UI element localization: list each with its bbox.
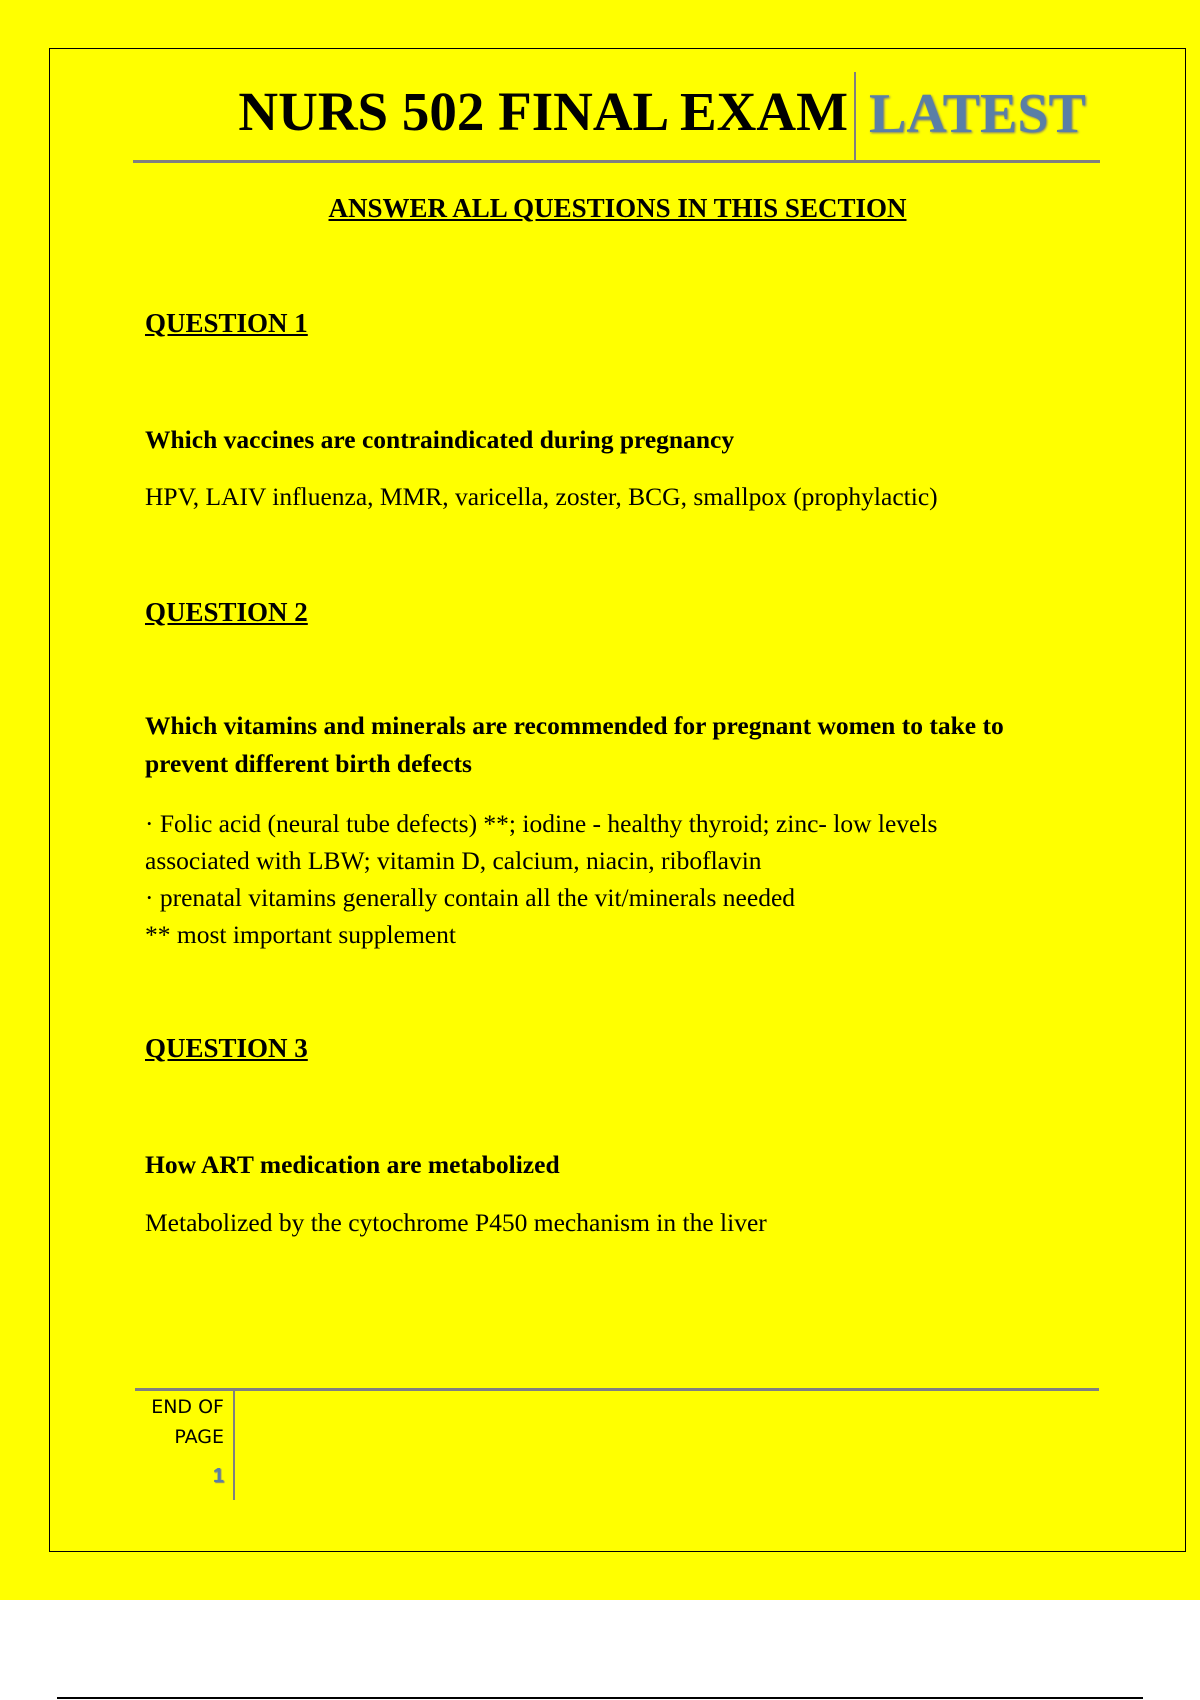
page-number: 1 <box>212 1465 224 1487</box>
answer-line: Metabolized by the cytochrome P450 mechanism in the liver <box>145 1208 767 1237</box>
footer-end-of: END OF <box>151 1396 224 1418</box>
question-text: Which vaccines are contraindicated during pregnancy <box>145 425 735 454</box>
answer-line: · prenatal vitamins generally contain all the vit/minerals needed <box>145 883 796 912</box>
footer-divider <box>233 1390 235 1500</box>
answer-text <box>145 805 1085 953</box>
question-text: How ART medication are metabolized <box>145 1150 560 1179</box>
question-label: QUESTION 2 <box>145 597 308 627</box>
answer-line: ** most important supplement <box>145 920 456 949</box>
answer-line: · Folic acid (neural tube defects) **; iodine - healthy thyroid; zinc- low levels <box>145 809 938 838</box>
page-border <box>49 48 1186 1552</box>
footer-rule <box>135 1388 1099 1391</box>
answer-text <box>145 478 1085 515</box>
document-title: NURS 502 FINAL EXAM <box>238 81 848 142</box>
title-divider <box>854 72 856 160</box>
footer-page: PAGE <box>174 1426 224 1448</box>
question-label: QUESTION 3 <box>145 1033 308 1063</box>
question-label: QUESTION 1 <box>145 308 308 338</box>
question-text: Which vitamins and minerals are recommended for pregnant women to take to prevent different birth defects <box>145 711 1004 778</box>
latest-badge: LATEST <box>869 83 1086 145</box>
title-block <box>133 70 1100 163</box>
answer-line: associated with LBW; vitamin D, calcium, niacin, riboflavin <box>145 846 762 875</box>
bottom-rule <box>57 1697 1143 1699</box>
answer-text <box>145 1204 1085 1241</box>
answer-line: HPV, LAIV influenza, MMR, varicella, zoster, BCG, smallpox (prophylactic) <box>145 482 938 511</box>
section-heading: ANSWER ALL QUESTIONS IN THIS SECTION <box>328 193 907 223</box>
